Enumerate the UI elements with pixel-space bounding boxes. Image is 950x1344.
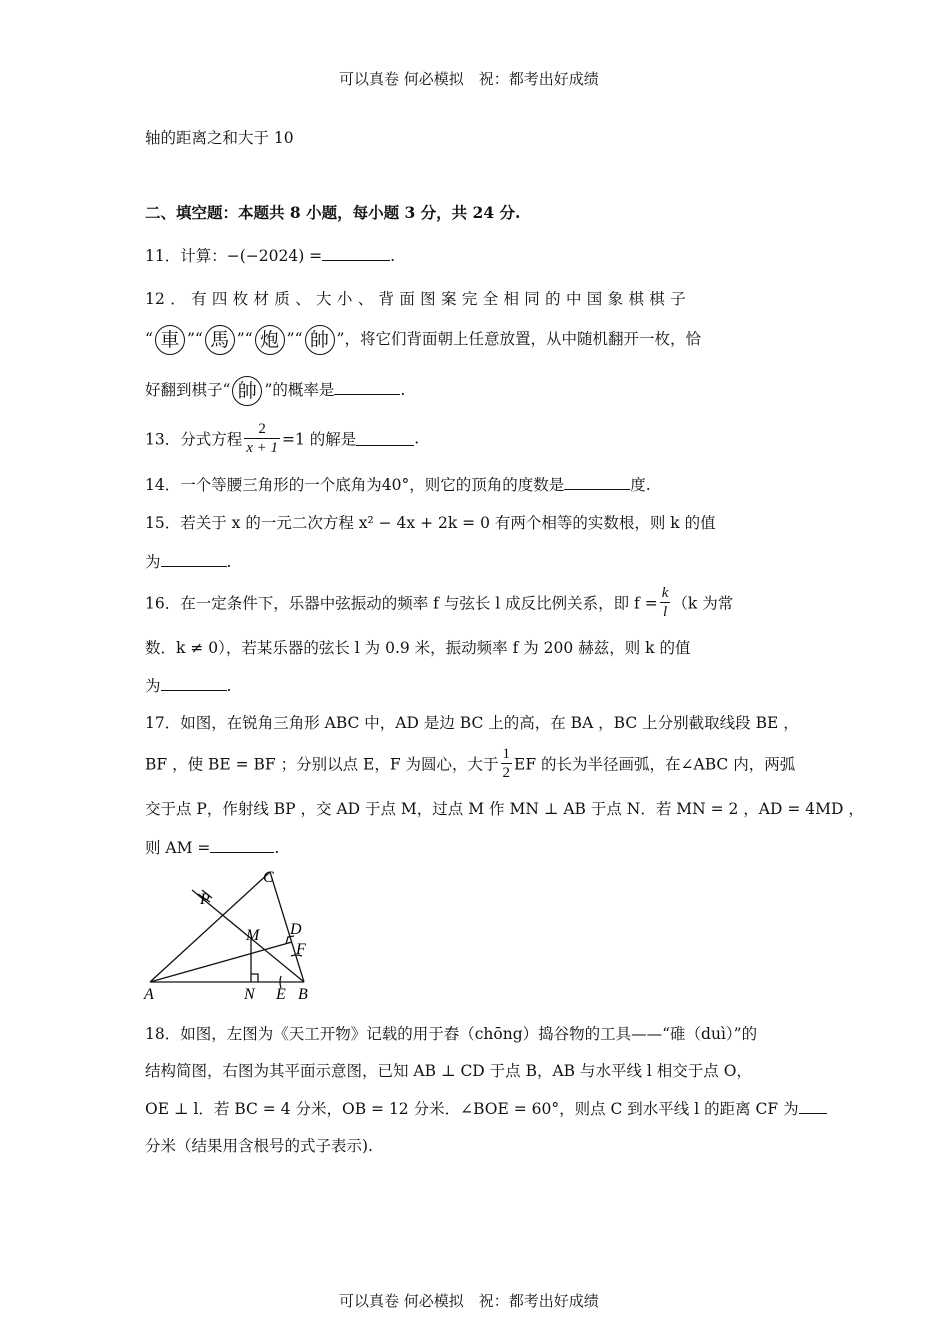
answer-blank (161, 552, 227, 567)
q18-text: OE ⊥ l．若 BC = 4 分米，OB = 12 分米．∠BOE = 60°，则点 C 到水平线 l 的距离 CF 为 (145, 1100, 799, 1118)
question-18-line4: 分米（结果用含根号的式子表示). (145, 1137, 373, 1155)
page-footer: 可以真卷 何必模拟 祝：都考出好成绩 (339, 1292, 599, 1310)
q13-text: 13．分式方程 (145, 430, 243, 449)
page-header: 可以真卷 何必模拟 祝：都考出好成绩 (339, 70, 599, 88)
carryover-text: 轴的距离之和大于 10 (145, 129, 294, 147)
fraction-denominator: 2 (502, 765, 511, 781)
q12-line3b: ”的概率是 (264, 381, 335, 399)
q16-text-c: 为 (145, 677, 161, 695)
q12-line2-tail: ，将它们背面朝上任意放置，从中随机翻开一枚，恰 (344, 330, 701, 348)
fraction (244, 420, 280, 457)
question-17-line3: 交于点 P，作射线 BP ，交 AD 于点 M，过点 M 作 MN ⊥ AB 于点 N．若 MN = 2 ，AD = 4MD ， (145, 800, 864, 818)
question-15-line2 (145, 550, 231, 572)
answer-blank (356, 431, 414, 446)
answer-blank (210, 838, 274, 853)
q11-end: . (390, 247, 396, 265)
right-angle-n (251, 974, 258, 982)
fraction-numerator: 1 (502, 746, 511, 762)
q15-text: 为 (145, 553, 161, 571)
q16-end: . (226, 677, 232, 695)
q17-text-b: EF 的长为半径画弧，在∠ABC 内，两弧 (514, 755, 796, 774)
fraction-denominator: x + 1 (246, 440, 279, 456)
answer-blank (334, 380, 400, 395)
q13-end: . (414, 429, 420, 448)
question-16-line3 (145, 674, 231, 696)
label-f: F (296, 941, 306, 958)
q13-text-b: =1 的解是 (282, 430, 357, 449)
label-a: A (144, 986, 154, 1003)
question-12-line3 (145, 376, 405, 406)
question-17-line4 (145, 836, 279, 858)
q16-text-b: （k 为常 (672, 594, 734, 613)
question-18-line2: 结构简图，右图为其平面示意图，已知 AB ⊥ CD 于点 B，AB 与水平线 l 相交于点 O， (145, 1062, 752, 1080)
question-11 (145, 244, 395, 266)
chess-piece-shuai: 帥 (305, 325, 335, 355)
question-16-line2: 数．k ≠ 0），若某乐器的弦长 l 为 0.9 米，振动频率 f 为 200 赫兹，则 k 的值 (145, 639, 691, 657)
q12-end: . (400, 381, 406, 399)
q17-text-a: BF ，使 BE = BF ；分别以点 E，F 为圆心，大于 (145, 755, 499, 774)
q17-text-c: 则 AM = (145, 839, 211, 857)
question-12-line2: “ 車 ”“ 馬 ”“ 炮 ”“ 帥 ”，将它们背面朝上任意放置，从中随机翻开一枚，恰 (145, 325, 701, 355)
fraction (660, 584, 671, 621)
label-e: E (276, 986, 286, 1003)
question-12-line1: 12 ． 有 四 枚 材 质 、 大 小 、 背 面 图 案 完 全 相 同 的 中 国 象 棋 棋 子 (145, 290, 686, 308)
answer-blank (322, 246, 390, 261)
section-heading: 二、填空题：本题共 8 小题，每小题 3 分，共 24 分. (145, 203, 521, 222)
q15-end: . (226, 553, 232, 571)
question-16-line1 (145, 584, 733, 621)
fraction-numerator: k (661, 585, 669, 601)
answer-blank (564, 475, 630, 490)
fraction-numerator: 2 (244, 420, 280, 439)
label-c: C (263, 869, 274, 886)
triangle-figure (140, 864, 320, 1004)
question-17-line2 (145, 745, 795, 782)
fraction (501, 745, 513, 782)
label-d: D (290, 921, 302, 938)
q17-end: . (274, 839, 280, 857)
label-m: M (246, 927, 260, 944)
question-18-line3 (145, 1097, 827, 1119)
question-13 (145, 420, 419, 457)
q11-text: 11．计算：−(−2024) = (145, 247, 323, 265)
question-18-line1: 18．如图，左图为《天工开物》记载的用于舂（chōng）捣谷物的工具——“碓（duì）”的 (145, 1025, 758, 1043)
q14-end: 度. (630, 476, 651, 494)
label-b: B (298, 986, 308, 1003)
q14-text: 14．一个等腰三角形的一个底角为40°，则它的顶角的度数是 (145, 476, 565, 494)
answer-blank (799, 1099, 827, 1114)
label-p: P (200, 891, 210, 908)
chess-piece-che: 車 (155, 325, 185, 355)
q12-line3a: 好翻到棋子“ (145, 381, 231, 399)
question-17-line1: 17．如图，在锐角三角形 ABC 中，AD 是边 BC 上的高，在 BA ，BC 上分别截取线段 BE ， (145, 714, 799, 732)
fraction-denominator: l (662, 604, 668, 620)
chess-piece-ma: 馬 (205, 325, 235, 355)
answer-blank (161, 676, 227, 691)
q16-text: 16．在一定条件下，乐器中弦振动的频率 f 与弦长 l 成反比例关系，即 f = (145, 594, 658, 613)
question-15-line1: 15．若关于 x 的一元二次方程 x² − 4x + 2k = 0 有两个相等的实数根，则 k 的值 (145, 514, 716, 532)
question-14 (145, 473, 651, 495)
chess-piece-shuai-2: 帥 (232, 376, 262, 406)
chess-piece-pao: 炮 (255, 325, 285, 355)
label-n: N (244, 986, 255, 1003)
